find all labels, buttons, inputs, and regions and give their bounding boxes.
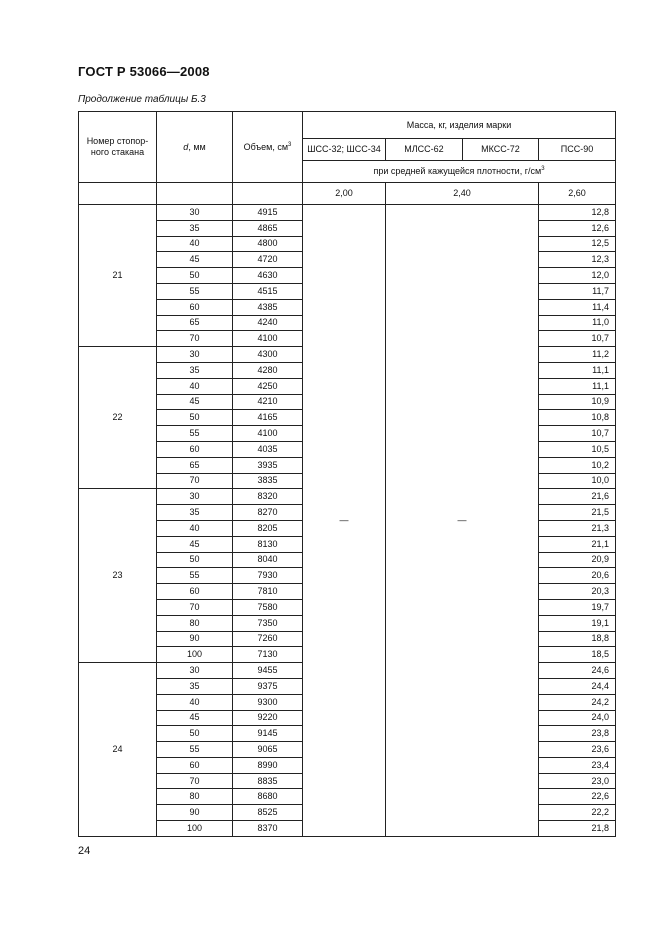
pss90-mass-cell: 23,6 (539, 742, 616, 758)
pss90-mass-cell: 18,8 (539, 631, 616, 647)
d-cell: 80 (157, 789, 233, 805)
volume-cell: 7350 (233, 615, 303, 631)
d-cell: 80 (157, 615, 233, 631)
volume-cell: 7580 (233, 599, 303, 615)
document-title: ГОСТ Р 53066—2008 (78, 64, 210, 79)
pss90-mass-cell: 12,5 (539, 236, 616, 252)
d-cell: 40 (157, 378, 233, 394)
header-density-condition: при средней кажущейся плотности, $г/см^3$ (303, 161, 616, 183)
header-d: d, мм (157, 112, 233, 183)
volume-cell: 4240 (233, 315, 303, 331)
pss90-mass-cell: 12,0 (539, 268, 616, 284)
volume-cell: 4100 (233, 331, 303, 347)
d-cell: 35 (157, 362, 233, 378)
volume-cell: 4280 (233, 362, 303, 378)
pss90-mass-cell: 19,7 (539, 599, 616, 615)
pss90-mass-cell: 10,8 (539, 410, 616, 426)
d-cell: 45 (157, 536, 233, 552)
pss90-mass-cell: 10,7 (539, 426, 616, 442)
d-cell: 100 (157, 821, 233, 837)
d-cell: 65 (157, 457, 233, 473)
header-volume: Объем, $см^3$ (233, 112, 303, 183)
d-cell: 50 (157, 552, 233, 568)
volume-cell: 8680 (233, 789, 303, 805)
d-cell: 45 (157, 710, 233, 726)
volume-cell: 4250 (233, 378, 303, 394)
pss90-mass-cell: 12,6 (539, 220, 616, 236)
pss90-mass-cell: 23,0 (539, 773, 616, 789)
d-cell: 60 (157, 584, 233, 600)
d-cell: 30 (157, 205, 233, 221)
volume-cell: 8205 (233, 520, 303, 536)
d-cell: 50 (157, 410, 233, 426)
header-grade-mkss: МКСС-72 (463, 139, 539, 161)
d-cell: 35 (157, 678, 233, 694)
pss90-mass-cell: 18,5 (539, 647, 616, 663)
pss90-mass-cell: 21,3 (539, 520, 616, 536)
volume-cell: 4515 (233, 283, 303, 299)
volume-cell: 8835 (233, 773, 303, 789)
d-cell: 70 (157, 599, 233, 615)
volume-cell: 3935 (233, 457, 303, 473)
d-cell: 55 (157, 426, 233, 442)
header-density-260: 2,60 (539, 183, 616, 205)
header-empty-1 (79, 183, 157, 205)
volume-cell: 9455 (233, 663, 303, 679)
d-cell: 45 (157, 252, 233, 268)
volume-cell: 8525 (233, 805, 303, 821)
volume-cell: 8040 (233, 552, 303, 568)
header-density-200: 2,00 (303, 183, 386, 205)
volume-cell: 9300 (233, 694, 303, 710)
pss90-mass-cell: 11,0 (539, 315, 616, 331)
header-grade-mlss: МЛСС-62 (386, 139, 463, 161)
d-cell: 70 (157, 773, 233, 789)
data-table (78, 111, 616, 837)
volume-cell: 9375 (233, 678, 303, 694)
header-stopper-number: Номер стопор-ного стакана (79, 112, 157, 183)
d-cell: 35 (157, 505, 233, 521)
pss90-mass-cell: 24,6 (539, 663, 616, 679)
d-cell: 40 (157, 694, 233, 710)
pss90-mass-cell: 10,9 (539, 394, 616, 410)
d-cell: 60 (157, 299, 233, 315)
d-cell: 60 (157, 757, 233, 773)
pss90-mass-cell: 10,0 (539, 473, 616, 489)
d-cell: 55 (157, 568, 233, 584)
pss90-mass-cell: 24,4 (539, 678, 616, 694)
pss90-mass-cell: 24,2 (539, 694, 616, 710)
volume-cell: 8990 (233, 757, 303, 773)
volume-cell: 4630 (233, 268, 303, 284)
header-grade-pss: ПСС-90 (539, 139, 616, 161)
volume-cell: 4915 (233, 205, 303, 221)
volume-cell: 4210 (233, 394, 303, 410)
header-density-240: 2,40 (386, 183, 539, 205)
volume-cell: 4800 (233, 236, 303, 252)
d-cell: 65 (157, 315, 233, 331)
header-grade-shss: ШСС-32; ШСС-34 (303, 139, 386, 161)
volume-cell: 4865 (233, 220, 303, 236)
d-cell: 90 (157, 631, 233, 647)
pss90-mass-cell: 22,6 (539, 789, 616, 805)
pss90-mass-cell: 11,2 (539, 347, 616, 363)
table-caption: Продолжение таблицы Б.3 (78, 94, 206, 105)
pss90-mass-cell: 23,8 (539, 726, 616, 742)
pss90-mass-cell: 20,9 (539, 552, 616, 568)
pss90-mass-cell: 10,7 (539, 331, 616, 347)
header-mass-group: Масса, кг, изделия марки (303, 112, 616, 139)
d-cell: 90 (157, 805, 233, 821)
pss90-mass-cell: 12,3 (539, 252, 616, 268)
pss90-mass-cell: 21,6 (539, 489, 616, 505)
volume-cell: 4720 (233, 252, 303, 268)
d-cell: 40 (157, 520, 233, 536)
pss90-mass-cell: 22,2 (539, 805, 616, 821)
volume-cell: 9220 (233, 710, 303, 726)
pss90-mass-cell: 20,6 (539, 568, 616, 584)
stopper-number-cell: 24 (79, 663, 157, 837)
pss90-mass-cell: 21,8 (539, 821, 616, 837)
volume-cell: 7810 (233, 584, 303, 600)
volume-cell: 8270 (233, 505, 303, 521)
pss90-mass-cell: 11,1 (539, 378, 616, 394)
pss90-mass-cell: 24,0 (539, 710, 616, 726)
pss90-mass-cell: 23,4 (539, 757, 616, 773)
pss90-mass-cell: 11,4 (539, 299, 616, 315)
volume-cell: 4300 (233, 347, 303, 363)
d-cell: 60 (157, 441, 233, 457)
stopper-number-cell: 22 (79, 347, 157, 489)
pss90-mass-cell: 12,8 (539, 205, 616, 221)
d-cell: 40 (157, 236, 233, 252)
d-cell: 50 (157, 726, 233, 742)
page-number: 24 (78, 845, 91, 857)
d-cell: 35 (157, 220, 233, 236)
volume-cell: 4035 (233, 441, 303, 457)
volume-cell: 8370 (233, 821, 303, 837)
d-cell: 100 (157, 647, 233, 663)
d-cell: 45 (157, 394, 233, 410)
pss90-mass-cell: 21,1 (539, 536, 616, 552)
volume-cell: 4100 (233, 426, 303, 442)
volume-cell: 8320 (233, 489, 303, 505)
volume-cell: 8130 (233, 536, 303, 552)
volume-cell: 9145 (233, 726, 303, 742)
d-cell: 50 (157, 268, 233, 284)
volume-cell: 4385 (233, 299, 303, 315)
pss90-mass-cell: 11,7 (539, 283, 616, 299)
mlss-mkss-dash-cell: — (386, 205, 539, 837)
volume-cell: 9065 (233, 742, 303, 758)
d-cell: 30 (157, 489, 233, 505)
header-empty-3 (233, 183, 303, 205)
pss90-mass-cell: 21,5 (539, 505, 616, 521)
d-cell: 30 (157, 347, 233, 363)
pss90-mass-cell: 11,1 (539, 362, 616, 378)
d-cell: 55 (157, 742, 233, 758)
d-cell: 70 (157, 473, 233, 489)
pss90-mass-cell: 19,1 (539, 615, 616, 631)
d-cell: 70 (157, 331, 233, 347)
pss90-mass-cell: 10,2 (539, 457, 616, 473)
stopper-number-cell: 23 (79, 489, 157, 663)
volume-cell: 7930 (233, 568, 303, 584)
pss90-mass-cell: 20,3 (539, 584, 616, 600)
stopper-number-cell: 21 (79, 205, 157, 347)
d-cell: 30 (157, 663, 233, 679)
header-empty-2 (157, 183, 233, 205)
volume-cell: 4165 (233, 410, 303, 426)
d-cell: 55 (157, 283, 233, 299)
volume-cell: 7130 (233, 647, 303, 663)
table-row (79, 205, 616, 221)
volume-cell: 7260 (233, 631, 303, 647)
pss90-mass-cell: 10,5 (539, 441, 616, 457)
table-body (79, 205, 616, 837)
volume-cell: 3835 (233, 473, 303, 489)
shss-dash-cell: — (303, 205, 386, 837)
